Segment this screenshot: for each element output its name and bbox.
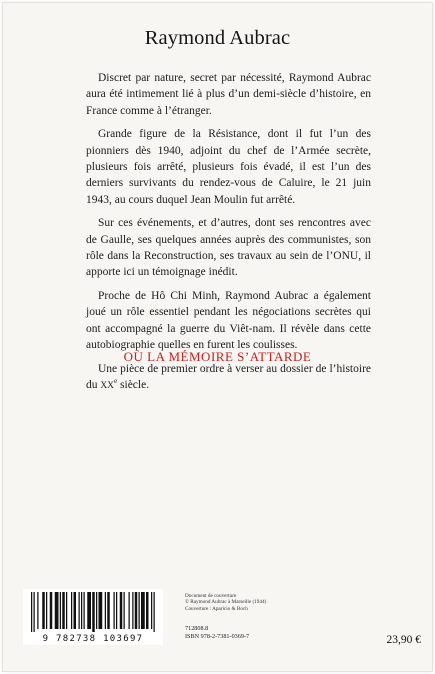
barcode-bar <box>124 592 125 629</box>
barcode-bar <box>31 592 32 632</box>
barcode-bar <box>46 592 47 629</box>
barcode-bar <box>84 592 85 629</box>
barcode-bar <box>99 592 103 629</box>
cover-credits <box>185 593 295 612</box>
barcode-bar <box>132 592 133 629</box>
blurb-paragraph-5 <box>86 361 371 395</box>
barcode-bar <box>87 592 91 629</box>
blurb-paragraph-2: Grande figure de la Résistance, dont il fut l’un des pionniers dès 1940, adjoint du chef de l’Armée secrète, plusieurs fois arrêté, plusieurs fois évadé, il est l’un des derniers survivants du rendez-vous de Caluire, le 21 juin 1943, au cours duquel Jean Moulin fut arrêté. <box>86 128 371 206</box>
barcode-bar <box>55 592 59 629</box>
barcode-bars-graphic <box>23 589 163 633</box>
barcode-bar <box>81 592 82 629</box>
blurb-paragraph-4: Proche de Hô Chi Minh, Raymond Aubrac a également joué un rôle essentiel pendant les négociations secrètes qui ont accompagné la guerre du Viêt-nam. Il révèle dans cette autobiographie quelles en furent les coulisses. <box>86 289 371 352</box>
barcode-bar <box>116 592 117 629</box>
barcode-number: 9 782738 103697 <box>42 634 144 644</box>
isbn-number: ISBN 978-2-7381-0369-7 <box>185 633 250 641</box>
closing-text-start: Une pièce de premier ordre à verser au dossier de l’histoire du <box>86 362 371 391</box>
barcode-bar <box>141 592 145 629</box>
barcode-bar <box>114 592 115 629</box>
barcode-bar <box>79 592 80 629</box>
barcode-bar <box>42 592 45 629</box>
barcode-bar <box>62 592 65 629</box>
price-label: 23,90 € <box>386 634 421 646</box>
barcode-bar <box>146 592 149 629</box>
barcode-bar <box>107 592 110 629</box>
credits-line-1: Document de couverture <box>185 593 237 599</box>
isbn-block <box>185 625 305 642</box>
credits-line-3: Couverture : Aparicio & Boch <box>185 605 248 612</box>
blurb-paragraph-1: Discret par nature, secret par nécessité, Raymond Aubrac aura été intimement lié à plus d’un demi-siècle d’histoire, en France comme à l’étranger. <box>86 72 371 117</box>
barcode-bar <box>105 592 106 629</box>
product-code: 712808.8 <box>185 625 209 632</box>
credits-line-2: © Raymond Aubrac à Marseille (1944) <box>185 599 267 606</box>
author-name: Raymond Aubrac <box>144 27 291 49</box>
barcode-bar <box>37 592 38 629</box>
barcode-bar <box>154 592 155 632</box>
barcode-bar <box>96 592 97 629</box>
barcode-bar <box>129 592 130 629</box>
barcode-bar <box>34 592 35 632</box>
barcode-bar <box>66 592 67 629</box>
blurb-paragraph-3: Sur ces événements, et d’autres, dont ses rencontres avec de Gaulle, ses quelques années auprès des communistes, son rôle dans la Reconstruction, ses travaux au sein de l’ONU, il apporte ici un témoignage inédit. <box>86 217 371 279</box>
barcode-bar <box>135 592 138 629</box>
barcode-bar <box>60 592 61 629</box>
century-numeral: XX <box>100 380 114 391</box>
century-superscript: e <box>113 377 118 386</box>
barcode <box>23 589 163 645</box>
barcode-bar <box>71 592 72 629</box>
barcode-bar <box>50 592 53 629</box>
barcode-bar <box>120 592 123 629</box>
barcode-bar <box>139 592 140 629</box>
barcode-bar <box>92 592 95 632</box>
series-title: OÙ LA MÉMOIRE S’ATTARDE <box>123 349 312 364</box>
book-back-cover <box>3 3 432 671</box>
closing-text-end: siècle. <box>117 378 150 391</box>
barcode-bar <box>74 592 77 629</box>
barcode-bar <box>151 592 152 629</box>
